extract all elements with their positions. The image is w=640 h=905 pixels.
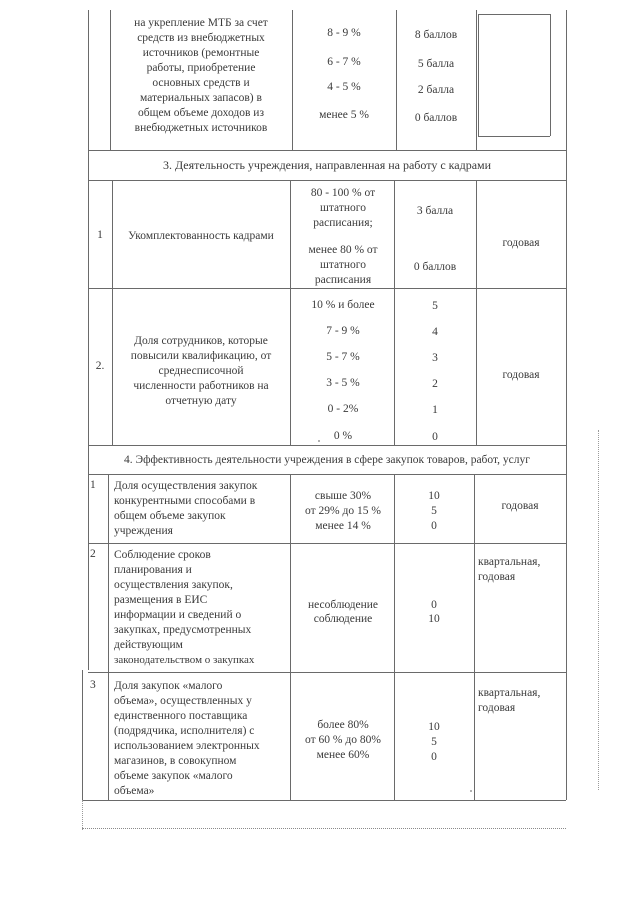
mtb-empty-cell-bottom: [478, 136, 550, 137]
s4-row2-criterion-line: законодательством о закупках: [114, 654, 255, 666]
s4-row3-range: более 80%: [317, 719, 369, 731]
s4-row2-score: 0: [431, 599, 437, 611]
s4-row1-score: 10: [428, 490, 440, 502]
s3-row2-range: 0 %: [333, 430, 353, 442]
s4-row3-period-line: квартальная,: [478, 687, 541, 699]
s4-row1-criterion-line: общем объеме закупок: [114, 510, 226, 522]
row-divider: [82, 800, 566, 801]
table-border-right: [566, 10, 567, 800]
s3-row2-criterion-line: повысили квалификацию, от: [130, 350, 272, 362]
s3-row2-criterion-line: Доля сотрудников, которые: [134, 335, 268, 347]
s3-row2-score: 1: [432, 404, 438, 416]
column-divider-range: [396, 10, 397, 150]
column-divider-num: [108, 474, 109, 800]
column-divider-num: [112, 180, 113, 445]
row-divider: [88, 150, 566, 151]
s3-row2-score: 2: [432, 378, 438, 390]
s3-row2-number: 2.: [95, 360, 105, 372]
row-divider: [88, 543, 566, 544]
s4-row3-criterion-line: объема», осуществленных у: [114, 695, 252, 707]
s3-row2-range: 0 - 2%: [327, 403, 359, 415]
mtb-score: 8 баллов: [414, 29, 458, 41]
s4-row2-criterion-line: осуществления закупок,: [114, 579, 233, 591]
s4-row1-period: годовая: [501, 500, 539, 512]
s3-row1-range-b: менее 80 % от: [308, 244, 378, 256]
column-divider-criterion: [292, 10, 293, 150]
s4-row2-number: 2: [90, 548, 96, 560]
scan-artifact-line: [82, 800, 83, 830]
s4-row2-criterion-line: закупках, предусмотренных: [114, 624, 252, 636]
s3-row1-score-b: 0 баллов: [413, 261, 457, 273]
mtb-score: 5 балла: [417, 58, 455, 70]
s4-row1-score: 0: [431, 520, 437, 532]
s4-row1-criterion-line: учреждения: [114, 525, 173, 537]
scan-artifact-line: [598, 430, 599, 790]
s3-row1-score-a: 3 балла: [416, 205, 454, 217]
column-divider-score: [474, 474, 475, 800]
mtb-range: 4 - 5 %: [327, 81, 361, 93]
mtb-empty-cell-left: [478, 14, 479, 136]
s4-row3-score: 5: [431, 736, 437, 748]
s3-row2-range: 3 - 5 %: [326, 377, 360, 389]
table-border-left: [88, 10, 89, 670]
mtb-criterion-line: основных средств и: [152, 77, 250, 89]
mtb-criterion-line: средств из внебюджетных: [137, 32, 265, 44]
mtb-range: 6 - 7 %: [327, 56, 361, 68]
s4-row3-criterion-line: Доля закупок «малого: [114, 680, 223, 692]
mtb-empty-cell-top: [478, 14, 550, 15]
s3-row1-range-b: штатного: [320, 259, 366, 271]
column-divider-range: [394, 474, 395, 800]
s3-row2-score: 5: [432, 300, 438, 312]
column-divider-range: [394, 180, 395, 445]
s4-row3-criterion-line: (подрядчика, исполнителя) с: [114, 725, 255, 737]
s4-row2-score: 10: [428, 613, 440, 625]
mtb-score: 2 балла: [417, 84, 455, 96]
mtb-criterion-line: общем объеме доходов из: [138, 107, 264, 119]
mtb-criterion-line: источников (ремонтные: [142, 47, 260, 59]
row-divider: [88, 474, 566, 475]
table-border-left-lower: [82, 670, 83, 800]
scan-artifact-line: [82, 828, 566, 829]
s4-row2-range: несоблюдение: [307, 599, 379, 611]
s3-row2-criterion-line: среднесписочной: [158, 365, 244, 377]
mtb-empty-cell-right: [550, 14, 551, 136]
s3-row2-period: годовая: [502, 369, 540, 381]
s4-row2-criterion-line: информации и сведений о: [114, 609, 242, 621]
s4-row1-score: 5: [431, 505, 437, 517]
mtb-range: менее 5 %: [319, 109, 369, 121]
s4-row2-criterion-line: Соблюдение сроков: [114, 549, 211, 561]
mtb-criterion-line: работы, приобретение: [146, 62, 256, 74]
column-divider-score: [476, 10, 477, 150]
column-divider-score: [476, 180, 477, 445]
row-divider: [88, 288, 566, 289]
row-divider: [88, 180, 566, 181]
s3-row2-score: 0: [432, 431, 438, 443]
mtb-criterion-line: на укрепление МТБ за счет: [134, 17, 268, 29]
s3-row1-range-b: расписания: [314, 274, 372, 286]
s4-row3-range: от 60 % до 80%: [305, 734, 381, 746]
s4-row2-period-line: квартальная,: [478, 556, 541, 568]
s4-row1-range: свыше 30%: [314, 490, 372, 502]
scan-speck: [470, 790, 472, 792]
s4-row1-number: 1: [90, 479, 96, 491]
s4-row3-score: 10: [428, 721, 440, 733]
s3-row2-score: 3: [432, 352, 438, 364]
s4-row3-criterion-line: использованием электронных: [114, 740, 260, 752]
s4-row1-criterion-line: конкурентными способами в: [114, 495, 256, 507]
s4-row2-range: соблюдение: [313, 613, 373, 625]
s3-row1-range-a: расписания;: [313, 217, 373, 229]
s3-row2-criterion-line: отчетную дату: [165, 395, 237, 407]
s4-row3-period-line: годовая: [478, 702, 516, 714]
s4-row3-criterion-line: единственного поставщика: [114, 710, 248, 722]
section4-title: 4. Эффективность деятельности учреждения в сфере закупок товаров, работ, услуг: [124, 454, 530, 466]
mtb-score: 0 баллов: [414, 112, 458, 124]
s3-row2-score: 4: [432, 326, 438, 338]
s4-row1-range: от 29% до 15 %: [305, 505, 381, 517]
column-divider-num: [110, 10, 111, 150]
mtb-criterion-line: материальных запасов) в: [140, 92, 262, 104]
s4-row1-range: менее 14 %: [315, 520, 371, 532]
s4-row3-number: 3: [90, 679, 96, 691]
s4-row3-criterion-line: объема»: [114, 785, 155, 797]
section3-title: 3. Деятельность учреждения, направленная на работу с кадрами: [162, 158, 492, 172]
s3-row2-criterion-line: численности работников на: [133, 380, 269, 392]
row-divider: [88, 672, 566, 673]
s3-row2-range: 10 % и более: [311, 299, 375, 311]
s3-row1-range-a: штатного: [320, 202, 366, 214]
s4-row3-score: 0: [431, 751, 437, 763]
s3-row2-range: 7 - 9 %: [326, 325, 360, 337]
s4-row3-range: менее 60%: [316, 749, 370, 761]
s3-row1-number: 1: [97, 229, 103, 241]
s3-row1-range-a: 80 - 100 % от: [310, 187, 376, 199]
s4-row2-criterion-line: планирования и: [114, 564, 192, 576]
s4-row1-criterion-line: Доля осуществления закупок: [114, 480, 258, 492]
s3-row2-range: 5 - 7 %: [326, 351, 360, 363]
s4-row2-period-line: годовая: [478, 571, 516, 583]
column-divider-criterion: [290, 474, 291, 800]
mtb-range: 8 - 9 %: [327, 27, 361, 39]
s4-row3-criterion-line: магазинов, в совокупном: [114, 755, 237, 767]
s4-row2-criterion-line: размещения в ЕИС: [114, 594, 208, 606]
row-divider: [88, 445, 566, 446]
s4-row2-criterion-line: действующим: [114, 639, 183, 651]
mtb-criterion-line: внебюджетных источников: [134, 122, 268, 134]
s3-row1-criterion: Укомплектованность кадрами: [128, 230, 274, 242]
column-divider-criterion: [290, 180, 291, 445]
s3-row1-period: годовая: [502, 237, 540, 249]
s4-row3-criterion-line: объеме закупок «малого: [114, 770, 233, 782]
